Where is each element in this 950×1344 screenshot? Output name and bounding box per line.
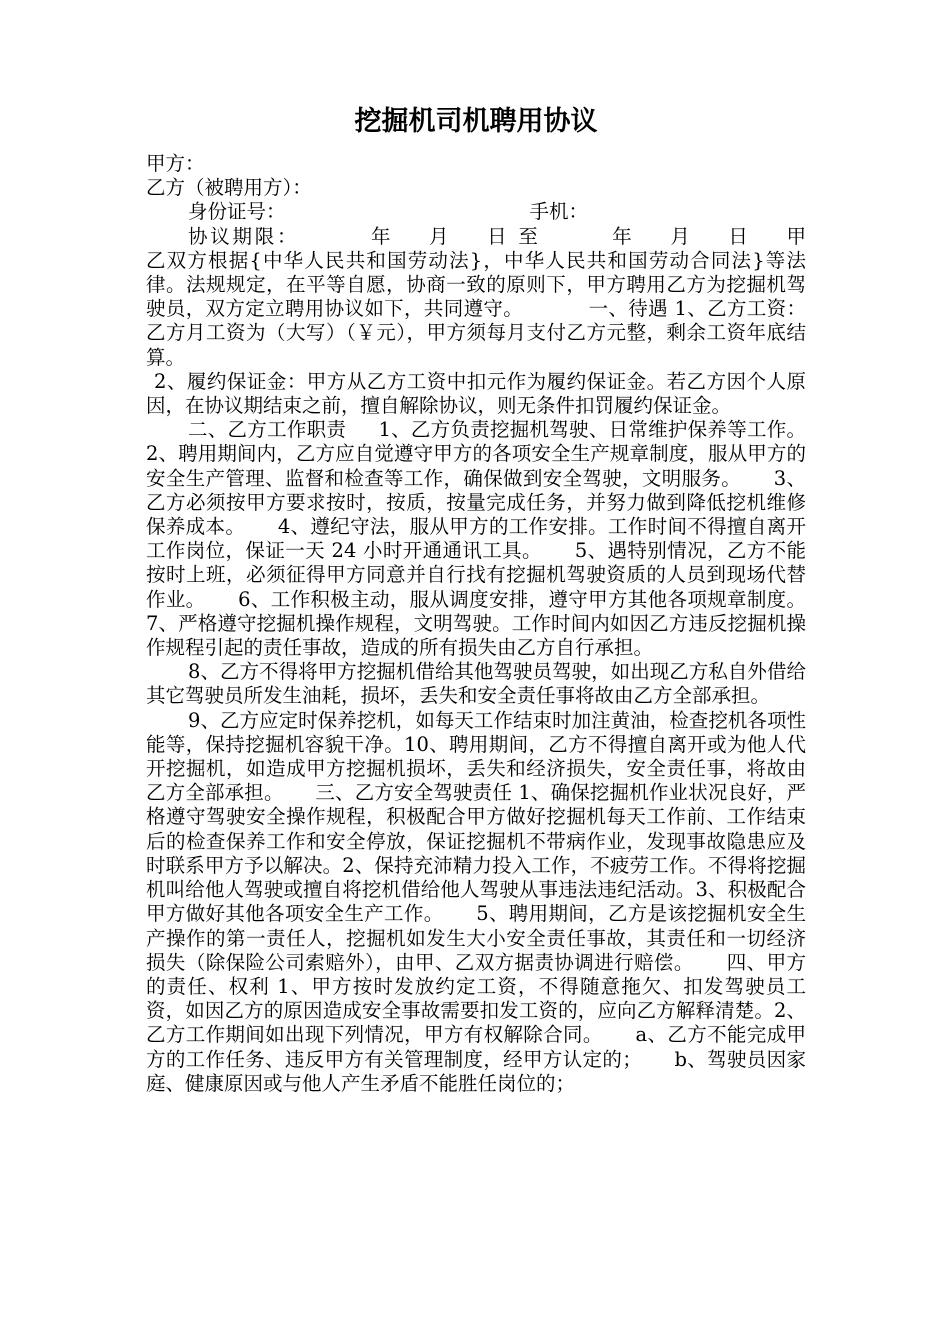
- document-page: [146, 104, 837, 1096]
- paragraph-item9: 9、乙方应定时保养挖机，如每天工作结束时加注黄油，检查挖机各项性能等，保持挖掘机容貌干净。10、聘用期间，乙方不得擅自离开或为他人代开挖掘机，如造成甲方挖掘机损坏，丢失和经济损失，安全责任事，将故由乙方全部承担。 三、乙方安全驾驶责任 1、确保挖掘机作业状况良好，严格遵守驾驶安全操作规程，积极配合甲方做好挖掘机每天工作前、工作结束后的检查保养工作和安全停放，保证挖掘机不带病作业，发现事故隐患应及时联系甲方予以解决。2、保持充沛精力投入工作，不疲劳工作。不得将挖掘机叫给他人驾驶或擅自将挖机借给他人驾驶从事违法违纪活动。3、积极配合甲方做好其他各项安全生产工作。 5、聘用期间，乙方是该挖掘机安全生产操作的第一责任人，挖掘机如发生大小安全责任事故，其责任和一切经济损失（除保险公司索赔外），由甲、乙双方据责协调进行赔偿。 四、甲方的责任、权利 1、甲方按时发放约定工资，不得随意拖欠、扣发驾驶员工资，如因乙方的原因造成安全事故需要扣发工资的，应向乙方解释清楚。2、乙方工作期间如出现下列情况，甲方有权解除合同。 a、乙方不能完成甲方的工作任务、违反甲方有关管理制度，经甲方认定的； b、驾驶员因家庭、健康原因或与他人产生矛盾不能胜任岗位的；: [146, 708, 806, 1095]
- term-line: 协议期限： 年 月 日 至 年 月 日 甲: [188, 224, 806, 248]
- document-title: 挖掘机司机聘用协议: [354, 106, 598, 137]
- id-phone-line: [146, 200, 806, 224]
- party-a-line: 甲方：: [146, 152, 205, 175]
- paragraph-item8: 8、乙方不得将甲方挖掘机借给其他驾驶员驾驶，如出现乙方私自外借给其它驾驶员所发生油耗，损坏，丢失和安全责任事将故由乙方全部承担。: [146, 660, 806, 708]
- paragraph-intro: 乙双方根据{中华人民共和国劳动法}，中华人民共和国劳动合同法}等法律。法规规定，在平等自愿，协商一致的原则下，甲方聘用乙方为挖掘机驾驶员，双方定立聘用协议如下，共同遵守。 一、待遇 1、乙方工资：乙方月工资为（大写）（￥元），甲方须每月支付乙方元整，剩余工资年底结算。: [146, 248, 806, 369]
- paragraph-duties: 二、乙方工作职责 1、乙方负责挖掘机驾驶、日常维护保养等工作。 2、聘用期间内，乙方应自觉遵守甲方的各项安全生产规章制度，服从甲方的安全生产管理、监督和检查等工作，确保做到安全驾驶，文明服务。 3、乙方必须按甲方要求按时，按质，按量完成任务，并努力做到降低挖机维修保养成本。 4、遵纪守法，服从甲方的工作安排。工作时间不得擅自离开工作岗位，保证一天 24 小时开通通讯工具。 5、遇特别情况，乙方不能按时上班，必须征得甲方同意并自行找有挖掘机驾驶资质的人员到现场代替作业。 6、工作积极主动，服从调度安排，遵守甲方其他各项规章制度。 7、严格遵守挖掘机操作规程，文明驾驶。工作时间内如因乙方违反挖掘机操作规程引起的责任事故，造成的所有损失由乙方自行承担。: [146, 418, 837, 660]
- paragraph-deposit: 2、履约保证金：甲方从乙方工资中扣元作为履约保证金。若乙方因个人原因，在协议期结束之前，擅自解除协议，则无条件扣罚履约保证金。: [146, 369, 806, 418]
- phone-label: 手机：: [529, 200, 589, 224]
- party-b-line: 乙方（被聘用方）：: [146, 176, 312, 200]
- id-label: 身份证号：: [188, 200, 286, 224]
